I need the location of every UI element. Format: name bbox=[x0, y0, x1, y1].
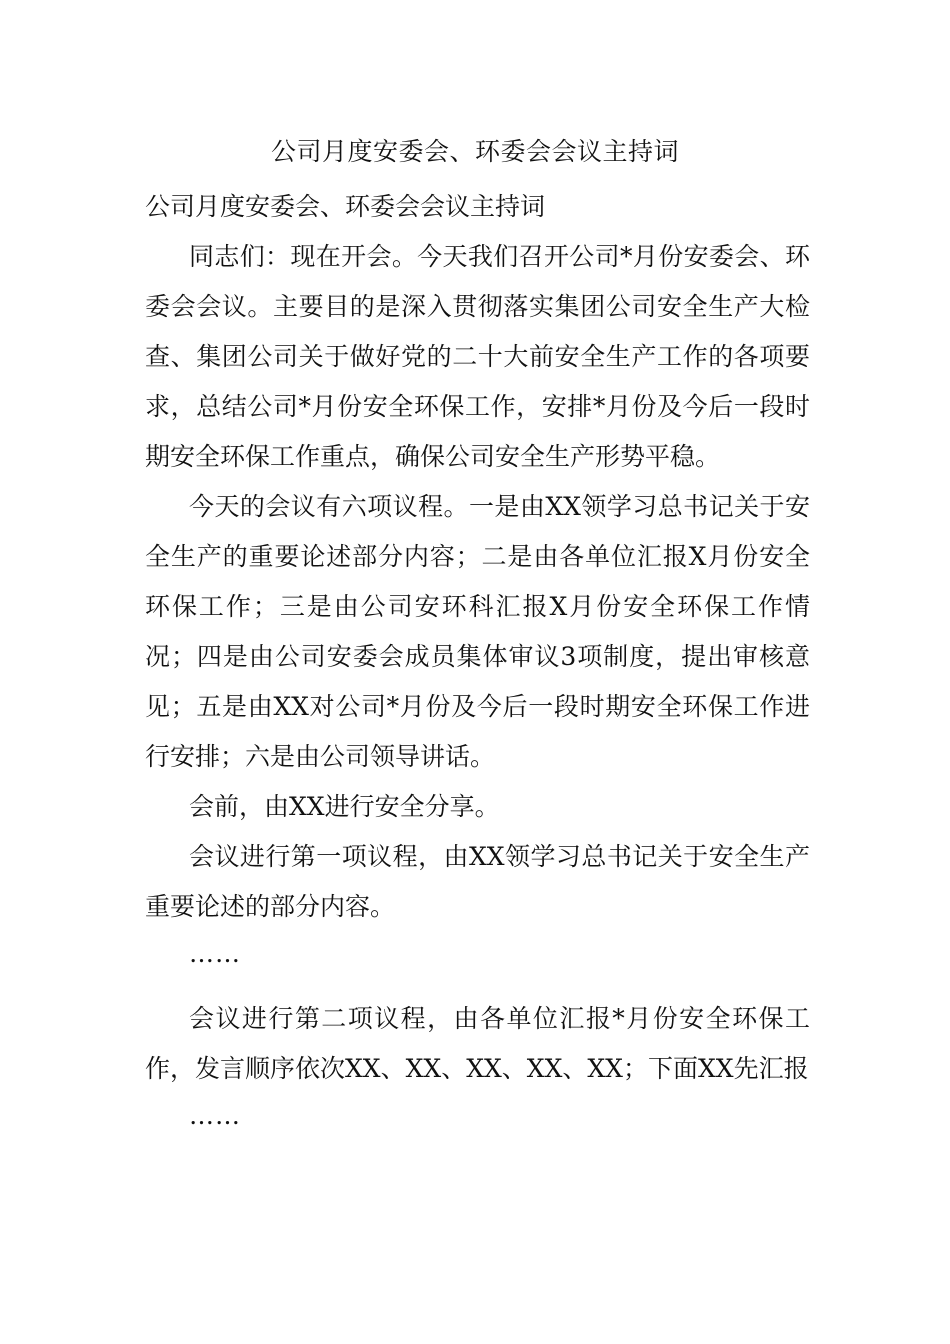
agenda-item-two-paragraph: 会议进行第二项议程，由各单位汇报*月份安全环保工作，发言顺序依次XX、XX、XX、XX、XX；下面XX先汇报 bbox=[145, 1004, 810, 1083]
agenda-item-one-paragraph: 会议进行第一项议程，由XX领学习总书记关于安全生产重要论述的部分内容。 bbox=[145, 842, 810, 921]
document-body bbox=[145, 182, 810, 1156]
document-title: 公司月度安委会、环委会会议主持词 bbox=[270, 137, 679, 166]
opening-paragraph: 同志们：现在开会。今天我们召开公司*月份安委会、环委会会议。主要目的是深入贯彻落实集团公司安全生产大检查、集团公司关于做好党的二十大前安全生产工作的各项要求，总结公司*月份安全环保工作，安排*月份及今后一段时期安全环保工作重点，确保公司安全生产形势平稳。 bbox=[145, 242, 810, 471]
ellipsis-two: …… bbox=[189, 1101, 241, 1130]
agenda-paragraph: 今天的会议有六项议程。一是由XX领学习总书记关于安全生产的重要论述部分内容；二是由各单位汇报X月份安全环保工作；三是由公司安环科汇报X月份安全环保工作情况；四是由公司安委会成员集体审议3项制度，提出审核意见；五是由XX对公司*月份及今后一段时期安全环保工作进行安排；六是由公司领导讲话。 bbox=[145, 492, 810, 771]
pre-meeting-paragraph: 会前，由XX进行安全分享。 bbox=[189, 792, 500, 821]
ellipsis-one: …… bbox=[189, 939, 241, 968]
document-subtitle: 公司月度安委会、环委会会议主持词 bbox=[145, 192, 546, 221]
